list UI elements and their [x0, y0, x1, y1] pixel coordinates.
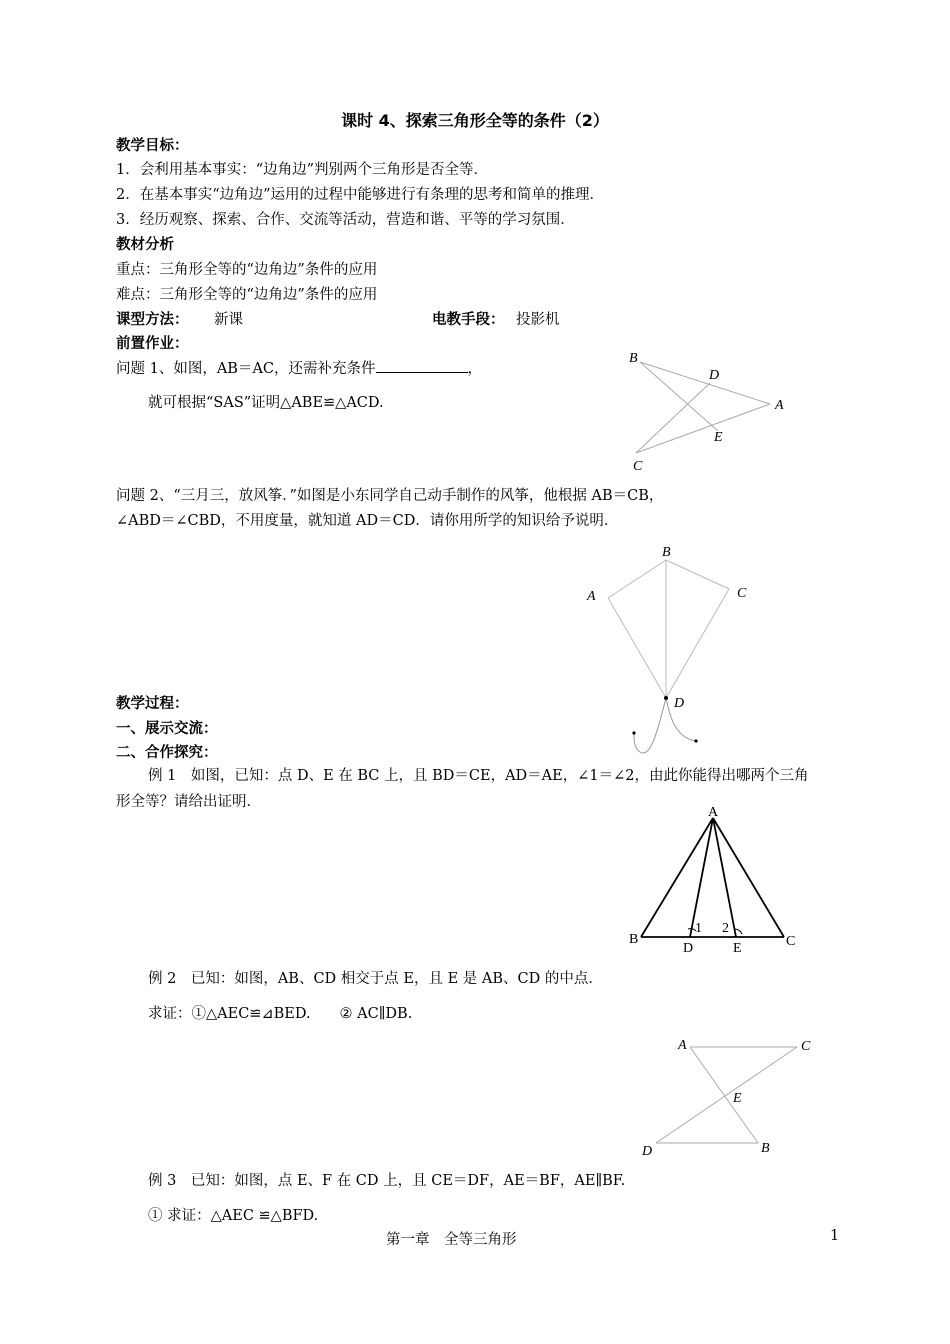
analysis-key: 重点：三角形全等的“边角边”条件的应用 [116, 262, 378, 278]
fig4-label-e: E [733, 1091, 742, 1106]
fig2-label-b: B [662, 545, 671, 560]
example-3-line-1: 例 3 已知：如图，点 E、F 在 CD 上，且 CE＝DF，AE＝BF，AE∥BF. [148, 1173, 626, 1189]
process-heading: 教学过程： [116, 696, 189, 712]
fig3-angle-1: 1 [695, 921, 702, 936]
question-1-comma: ， [467, 361, 483, 377]
figure-1-lines [636, 362, 770, 453]
method-label: 课型方法： [116, 312, 189, 328]
example-1-line-2: 形全等？请给出证明． [116, 794, 261, 810]
fig4-label-d: D [642, 1144, 653, 1159]
goal-item-1: 1．会利用基本事实：“边角边”判别两个三角形是否全等． [116, 162, 489, 178]
media-label: 电教手段： [432, 312, 505, 328]
kite-tail-end-left [632, 731, 635, 734]
fig3-angle-2: 2 [722, 921, 729, 936]
fig1-label-c: C [633, 459, 643, 474]
figure-4-lines [656, 1047, 797, 1143]
question-1-line-1 [116, 358, 482, 379]
process-part-1: 一、展示交流： [116, 721, 218, 737]
homework-heading: 前置作业： [116, 336, 189, 352]
kite-tail-end-right [694, 739, 697, 742]
fig2-label-a: A [587, 589, 596, 604]
page-number: 1 [830, 1228, 840, 1244]
fig4-label-c: C [801, 1039, 811, 1054]
question-2-line-1: 问题 2、“三月三，放风筝．”如图是小东同学自己动手制作的风筝，他根据 AB＝CB， [116, 488, 664, 504]
example-3-line-2: ① 求证：△AEC ≌△BFD. [148, 1208, 319, 1224]
fig3-label-e: E [733, 941, 742, 956]
question-2-line-2: ∠ABD＝∠CBD，不用度量，就知道 AD＝CD．请你用所学的知识给予说明． [116, 513, 619, 529]
fig2-label-c: C [737, 586, 747, 601]
example-1-line-1: 例 1 如图，已知：点 D、E 在 BC 上，且 BD＝CE，AD＝AE，∠1＝∠2，由此你能得出哪两个三角 [148, 768, 809, 784]
question-1-line-2: 就可根据“SAS”证明△ABE≌△ACD. [148, 395, 384, 411]
fig4-label-b: B [761, 1141, 770, 1156]
goal-item-3: 3．经历观察、探索、合作、交流等活动，营造和谐、平等的学习氛围． [116, 212, 575, 228]
fig1-label-b: B [629, 351, 638, 366]
fig3-label-b: B [629, 932, 639, 947]
goal-item-2: 2．在基本事实“边角边”运用的过程中能够进行有条理的思考和简单的推理． [116, 187, 605, 203]
question-1-text: 问题 1、如图，AB＝AC，还需补充条件 [116, 361, 376, 377]
kite-tail-left [634, 698, 666, 753]
example-2-line-1: 例 2 已知：如图，AB、CD 相交于点 E，且 E 是 AB、CD 的中点． [148, 971, 603, 987]
process-part-2: 二、合作探究： [116, 745, 218, 761]
fig3-label-d: D [683, 941, 694, 956]
goals-heading: 教学目标： [116, 138, 189, 154]
example-2-line-2: 求证：①△AEC≌⊿BED. ② AC∥DB. [148, 1006, 413, 1022]
method-value: 新课 [214, 312, 243, 328]
fig3-label-c: C [786, 934, 796, 949]
media-value: 投影机 [516, 312, 560, 328]
fig1-label-e: E [714, 430, 723, 445]
fig2-label-d: D [674, 696, 685, 711]
fig3-label-a: A [708, 805, 719, 820]
analysis-difficult: 难点：三角形全等的“边角边”条件的应用 [116, 287, 378, 303]
kite-lines [608, 560, 729, 698]
fig4-label-a: A [678, 1038, 687, 1053]
fig1-label-d: D [709, 368, 720, 383]
page-title: 课时 4、探索三角形全等的条件（2） [341, 111, 609, 130]
triangle-lines [641, 818, 784, 937]
answer-blank[interactable] [376, 358, 468, 373]
footer-chapter: 第一章 全等三角形 [386, 1232, 517, 1248]
kite-tail-right [666, 698, 696, 741]
kite-point-d [664, 696, 668, 700]
fig1-label-a: A [775, 398, 784, 413]
analysis-heading: 教材分析 [116, 237, 174, 253]
